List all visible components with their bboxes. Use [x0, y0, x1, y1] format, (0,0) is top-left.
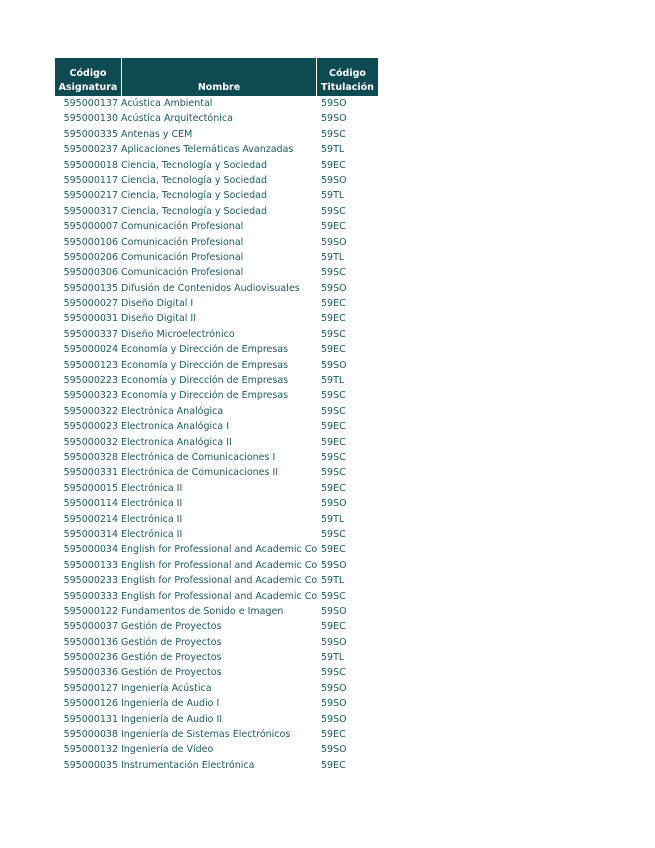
cell-name: Aplicaciones Telemáticas Avanzadas: [121, 144, 294, 156]
cell-code: 595000337: [63, 328, 118, 340]
cell-name: Comunicación Profesional: [121, 267, 244, 279]
cell-titulacion: 59TL: [321, 513, 345, 525]
cell-titulacion: 59SO: [321, 682, 347, 694]
table-row: [55, 742, 378, 757]
cell-name: Electrónica II: [121, 498, 183, 510]
table-row: [55, 96, 378, 111]
cell-titulacion: 59SC: [321, 405, 346, 417]
cell-code: 595000322: [63, 405, 118, 417]
cell-code: 595000132: [63, 744, 118, 756]
cell-titulacion: 59EC: [321, 421, 346, 433]
cell-titulacion: 59EC: [321, 621, 346, 633]
cell-name: Gestión de Proyectos: [121, 636, 222, 648]
table-row: [55, 265, 378, 280]
cell-code: 595000126: [63, 698, 118, 710]
cell-name: Ingeniería de Audio II: [121, 713, 223, 725]
cell-code: 595000331: [63, 467, 118, 479]
cell-name: Fundamentos de Sonido e Imagen: [121, 605, 284, 617]
cell-name: Gestión de Proyectos: [121, 621, 222, 633]
table-row: [55, 619, 378, 634]
cell-titulacion: 59EC: [321, 436, 346, 448]
cell-code: 595000122: [63, 605, 118, 617]
table-row: [55, 727, 378, 742]
header-codigo-titulacion: [317, 58, 378, 96]
table-row: [55, 681, 378, 696]
table-row: [55, 496, 378, 511]
cell-name: Acústica Arquitectónica: [121, 113, 233, 125]
table-row: [55, 327, 378, 342]
cell-titulacion: 59SC: [321, 451, 346, 463]
cell-code: 595000233: [63, 575, 118, 587]
cell-titulacion: 59TL: [321, 652, 345, 664]
table-row: [55, 696, 378, 711]
header-codigo-asignatura: [55, 58, 121, 96]
header-code-line2: Asignatura: [58, 82, 118, 93]
cell-name: Electrónica II: [121, 513, 183, 525]
cell-code: 595000024: [63, 344, 118, 356]
cell-code: 595000136: [63, 636, 118, 648]
cell-code: 595000335: [63, 128, 118, 140]
table-row: [55, 250, 378, 265]
cell-name: Ingeniería Acústica: [121, 682, 212, 694]
cell-code: 595000106: [63, 236, 118, 248]
cell-code: 595000023: [63, 421, 118, 433]
cell-name: Ingeniería de Audio I: [121, 698, 220, 710]
cell-titulacion: 59EC: [321, 313, 346, 325]
cell-code: 595000018: [63, 159, 118, 171]
cell-titulacion: 59SC: [321, 390, 346, 402]
table-header: [55, 58, 378, 96]
cell-code: 595000117: [63, 174, 118, 186]
cell-name: English for Professional and Academic Co: [121, 575, 317, 587]
cell-titulacion: 59SO: [321, 698, 347, 710]
cell-code: 595000137: [63, 98, 118, 109]
cell-titulacion: 59SO: [321, 113, 347, 125]
cell-code: 595000123: [63, 359, 118, 371]
cell-code: 595000015: [63, 482, 118, 494]
cell-titulacion: 59EC: [321, 729, 346, 741]
cell-titulacion: 59SO: [321, 744, 347, 756]
table-row: [55, 311, 378, 326]
header-tit-line1: Código: [329, 68, 366, 79]
cell-code: 595000237: [63, 144, 118, 156]
cell-code: 595000027: [63, 298, 118, 310]
table-row: [55, 712, 378, 727]
table-row: [55, 204, 378, 219]
cell-titulacion: 59SO: [321, 713, 347, 725]
cell-code: 595000035: [63, 759, 118, 771]
table-row: [55, 589, 378, 604]
table-row: [55, 450, 378, 465]
cell-code: 595000037: [63, 621, 118, 633]
cell-titulacion: 59EC: [321, 482, 346, 494]
cell-code: 595000333: [63, 590, 118, 602]
table-row: [55, 188, 378, 203]
cell-code: 595000007: [63, 221, 118, 233]
table-row: [55, 342, 378, 357]
table-row: [55, 604, 378, 619]
table-row: [55, 527, 378, 542]
cell-code: 595000323: [63, 390, 118, 402]
cell-code: 595000314: [63, 528, 118, 540]
cell-name: Comunicación Profesional: [121, 251, 244, 263]
cell-name: Economía y Dirección de Empresas: [121, 375, 289, 387]
cell-code: 595000336: [63, 667, 118, 679]
cell-name: English for Professional and Academic Co: [121, 590, 317, 602]
header-code-line1: Código: [69, 68, 107, 79]
table-row: [55, 665, 378, 680]
cell-name: Comunicación Profesional: [121, 221, 244, 233]
cell-titulacion: 59EC: [321, 344, 346, 356]
cell-name: Difusión de Contenidos Audiovisuales: [121, 282, 300, 294]
cell-name: Electronica Analógica I: [121, 421, 229, 433]
cell-code: 595000135: [63, 282, 118, 294]
table-row: [55, 558, 378, 573]
cell-code: 595000114: [63, 498, 118, 510]
cell-name: Ingeniería de Vídeo: [121, 744, 214, 756]
header-nombre: [121, 58, 317, 96]
table-row: [55, 235, 378, 250]
table-body: [55, 96, 378, 773]
cell-name: Instrumentación Electrónica: [121, 759, 255, 771]
table-row: [55, 173, 378, 188]
cell-titulacion: 59EC: [321, 159, 346, 171]
cell-name: Economía y Dirección de Empresas: [121, 390, 289, 402]
table-row: [55, 435, 378, 450]
table-row: [55, 388, 378, 403]
cell-code: 595000317: [63, 205, 118, 217]
cell-titulacion: 59SO: [321, 174, 347, 186]
table-row: [55, 419, 378, 434]
cell-name: Electrónica de Comunicaciones I: [121, 451, 276, 463]
cell-titulacion: 59SO: [321, 559, 347, 571]
cell-code: 595000031: [63, 313, 118, 325]
cell-code: 595000038: [63, 729, 118, 741]
table-row: [55, 373, 378, 388]
cell-titulacion: 59TL: [321, 575, 345, 587]
cell-code: 595000217: [63, 190, 118, 202]
cell-titulacion: 59TL: [321, 144, 345, 156]
cell-titulacion: 59EC: [321, 221, 346, 233]
cell-code: 595000133: [63, 559, 118, 571]
table-row: [55, 512, 378, 527]
cell-titulacion: 59SC: [321, 467, 346, 479]
header-tit-line2: Titulación: [321, 82, 374, 93]
cell-name: Electrónica II: [121, 528, 183, 540]
cell-name: Diseño Digital II: [121, 313, 197, 325]
cell-code: 595000131: [63, 713, 118, 725]
cell-titulacion: 59SO: [321, 236, 347, 248]
cell-titulacion: 59SC: [321, 128, 346, 140]
table-row: [55, 158, 378, 173]
table-row: [55, 358, 378, 373]
header-name-label: Nombre: [197, 82, 241, 93]
cell-code: 595000328: [63, 451, 118, 463]
cell-code: 595000130: [63, 113, 118, 125]
cell-name: Electrónica Analógica: [121, 405, 224, 417]
cell-code: 595000236: [63, 652, 118, 664]
table-row: [55, 635, 378, 650]
cell-code: 595000223: [63, 375, 118, 387]
cell-name: English for Professional and Academic Co: [121, 544, 317, 556]
cell-titulacion: 59TL: [321, 190, 345, 202]
cell-code: 595000034: [63, 544, 118, 556]
cell-titulacion: 59EC: [321, 759, 346, 771]
cell-name: Economía y Dirección de Empresas: [121, 344, 289, 356]
table-row: [55, 404, 378, 419]
cell-titulacion: 59TL: [321, 375, 345, 387]
cell-titulacion: 59SC: [321, 667, 346, 679]
cell-titulacion: 59SO: [321, 605, 347, 617]
cell-titulacion: 59SO: [321, 359, 347, 371]
table-row: [55, 219, 378, 234]
table-row: [55, 573, 378, 588]
table-row: [55, 481, 378, 496]
cell-titulacion: 59SO: [321, 98, 347, 109]
cell-code: 595000127: [63, 682, 118, 694]
table-row: [55, 111, 378, 126]
cell-code: 595000206: [63, 251, 118, 263]
cell-titulacion: 59SC: [321, 590, 346, 602]
cell-titulacion: 59SO: [321, 498, 347, 510]
table-row: [55, 465, 378, 480]
cell-name: Diseño Digital I: [121, 298, 194, 310]
cell-titulacion: 59SC: [321, 267, 346, 279]
cell-name: Ciencia, Tecnología y Sociedad: [121, 159, 267, 171]
cell-name: Ingeniería de Sistemas Electrónicos: [121, 729, 291, 741]
cell-name: Economía y Dirección de Empresas: [121, 359, 289, 371]
cell-titulacion: 59EC: [321, 298, 346, 310]
table-row: [55, 142, 378, 157]
cell-name: Electrónica II: [121, 482, 183, 494]
table-row: [55, 296, 378, 311]
cell-code: 595000306: [63, 267, 118, 279]
cell-name: Electronica Analógica II: [121, 436, 232, 448]
table-row: [55, 758, 378, 773]
subjects-table: [55, 58, 378, 773]
cell-code: 595000214: [63, 513, 118, 525]
cell-name: Gestión de Proyectos: [121, 652, 222, 664]
cell-titulacion: 59SC: [321, 528, 346, 540]
cell-titulacion: 59EC: [321, 544, 346, 556]
cell-name: Diseño Microelectrónico: [121, 328, 235, 340]
table-row: [55, 650, 378, 665]
cell-titulacion: 59SO: [321, 282, 347, 294]
cell-name: Ciencia, Tecnología y Sociedad: [121, 190, 267, 202]
table-row: [55, 281, 378, 296]
cell-name: English for Professional and Academic Co: [121, 559, 317, 571]
cell-name: Comunicación Profesional: [121, 236, 244, 248]
table-row: [55, 542, 378, 557]
cell-titulacion: 59TL: [321, 251, 345, 263]
cell-code: 595000032: [63, 436, 118, 448]
cell-name: Ciencia, Tecnología y Sociedad: [121, 174, 267, 186]
cell-titulacion: 59SO: [321, 636, 347, 648]
cell-name: Ciencia, Tecnología y Sociedad: [121, 205, 267, 217]
cell-name: Acústica Ambiental: [121, 98, 213, 109]
cell-titulacion: 59SC: [321, 328, 346, 340]
cell-name: Antenas y CEM: [121, 128, 193, 140]
cell-name: Gestión de Proyectos: [121, 667, 222, 679]
table-row: [55, 127, 378, 142]
cell-name: Electrónica de Comunicaciones II: [121, 467, 279, 479]
cell-titulacion: 59SC: [321, 205, 346, 217]
